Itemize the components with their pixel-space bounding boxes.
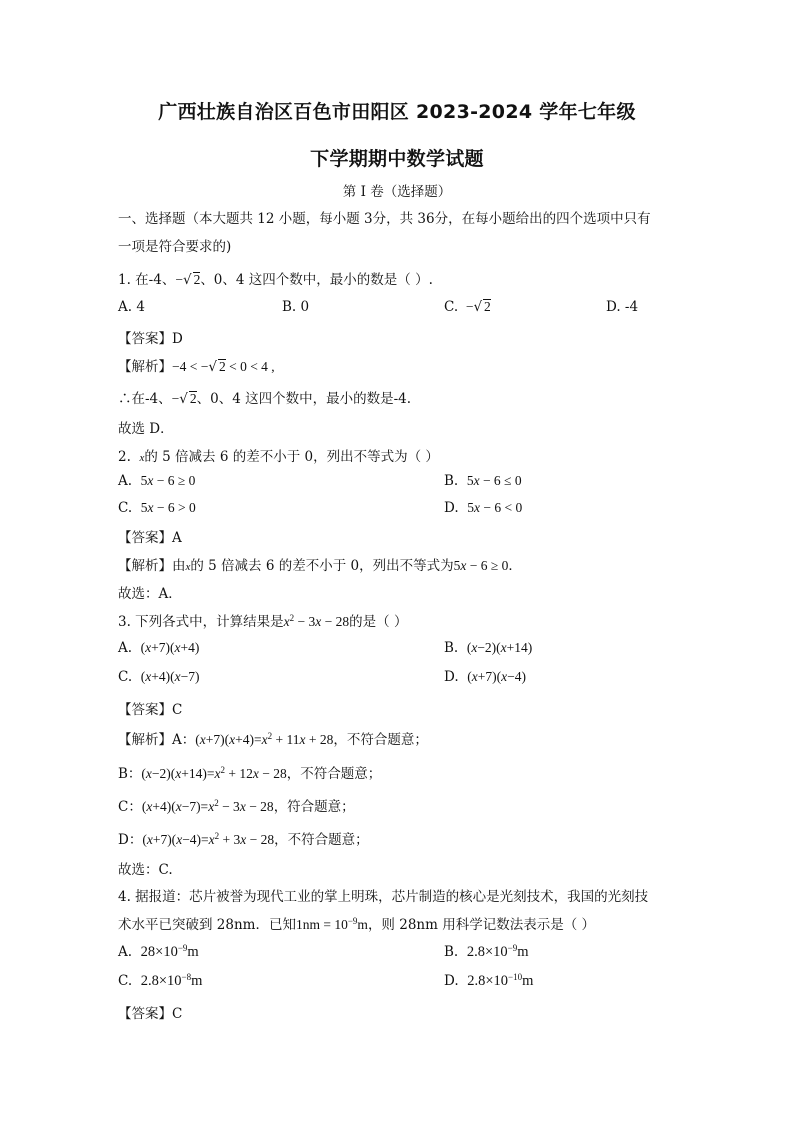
q2-analysis-var-x: x [185,561,191,573]
q1-analysis-label: 【解析】 [118,359,172,375]
q3-option-d: D. (x+7)(x−4) [444,669,526,685]
instructions-line-2: 一项是符合要求的) [118,239,232,255]
q1-conclusion: 故选 D． [118,421,174,437]
q3-analysis-b: B：$(x-2)(x+14)=x^2 + 12x - 28$，不符合题意； [118,765,382,782]
q4-option-d-label: D. [444,973,459,989]
q3-option-c-label: C. [118,669,133,685]
instructions-line-1: 一、选择题（本大题共 12 小题，每小题 3分，共 36分，在每小题给出的四个选项中只有 [118,211,651,227]
q1-analysis-line-2-end: 、0、4 这四个数中，最小的数是-4. [196,391,412,407]
q3-stem-start: 3. 下列各式中，计算结果是 [118,614,284,630]
q3-stem-end: 的是（ ） [349,614,408,630]
q1-option-d: D. -4 [606,299,639,315]
q3-analysis-d-tail: ，不符合题意； [274,832,369,848]
q4-option-b: B. $2.8\times 10^{-9}m$ [444,943,529,960]
q3-analysis-c-tail: ，符合题意； [273,799,355,815]
question-4-stem-line-2 [118,913,595,933]
q3-option-b: B. (x−2)(x+14) [444,640,533,656]
q3-analysis-d-label: D： [118,832,143,848]
q2-option-b-label: B. [444,473,459,489]
q3-option-c: C. (x+4)(x−7) [118,669,200,685]
q2-analysis-middle: 的 5 倍减去 6 的差不小于 0，列出不等式为 [190,558,454,574]
q1-neg-sqrt2-expr: −√ 2 [175,272,201,288]
q3-analysis-b-tail: ，不符合题意； [286,766,382,782]
q1-answer: 【答案】D [118,331,183,347]
q4-option-a-label: A. [118,944,133,960]
q3-analysis-a: 【解析】A：$(x+7)(x+4)=x^2 + 11x + 28$，不符合题意； [118,731,428,748]
q2-option-c: C. 5x − 6 > 0 [118,500,196,516]
q2-option-c-label: C. [118,500,133,516]
q3-conclusion: 故选：C. [118,862,173,878]
q1-option-b: B. 0 [282,299,310,315]
q2-var-x: x [139,452,145,464]
q3-analysis-c: C：$(x+4)(x-7)=x^2 - 3x - 28$，符合题意； [118,798,355,815]
q2-option-d: D. 5x − 6 < 0 [444,500,523,516]
q2-conclusion: 故选：A． [118,586,182,602]
q2-option-b: B. 5x − 6 ≤ 0 [444,473,522,489]
q1-analysis-line-2 [118,387,411,407]
q1-analysis-sqrt: −√ 2 [171,391,197,407]
q3-analysis-label: 【解析】A： [118,732,196,748]
q1-option-a: A. 4 [118,299,145,315]
q3-target-expr: $x^2 - 3x - 28$ [283,613,350,629]
question-4-stem-line-1: 4. 据报道：芯片被誉为现代工业的掌上明珠，芯片制造的核心是光刻技术，我国的光刻技 [118,889,649,905]
q2-analysis-inequality: 5x − 6 ≥ 0 [453,558,509,573]
q3-analysis-a-tail: ，不符合题意； [333,732,428,748]
q4-option-c: C. $2.8\times 10^{-8}m$ [118,972,203,989]
exam-title-line-2: 下学期期中数学试题 [310,148,484,170]
question-1-stem [118,268,433,288]
q1-analysis-line-2-start: ∴在-4、 [118,391,172,407]
q2-stem-text: 的 5 倍减去 6 的差不小于 0，列出不等式为（ ） [144,449,439,465]
q1-stem-end: 、0、4 这四个数中，最小的数是（ ）. [200,272,433,288]
q2-number: 2. [118,449,131,465]
q1-stem-start: 1. 在-4、 [118,272,176,288]
q3-analysis-d: D：$(x+7)(x-4)=x^2 + 3x - 28$，不符合题意； [118,831,369,848]
q1-analysis-line-1 [118,355,275,375]
q1-option-c [444,299,491,315]
q2-option-a-label: A. [118,473,133,489]
q2-analysis-end: ． [508,558,522,574]
q2-analysis-start: 【解析】由 [118,558,186,574]
q3-analysis-b-label: B： [118,766,142,782]
q3-answer: 【答案】C [118,702,183,718]
q4-option-c-label: C. [118,973,133,989]
q1-inequality: −4 < −√ 2 < 0 < 4 , [172,359,275,375]
q4-option-a: A. $28\times 10^{-9}m$ [118,943,199,960]
question-3-stem [118,610,407,630]
q3-analysis-c-label: C： [118,799,142,815]
q4-answer: 【答案】C [118,1006,183,1022]
q2-option-d-label: D. [444,500,459,516]
q2-answer: 【答案】A [118,530,182,546]
q4-option-b-label: B. [444,944,459,960]
q4-stem-line-2-end: ，则 28nm 用科学记数法表示是（ ） [367,917,595,933]
q4-nm-definition: $1nm = 10^{-9}m$ [295,916,368,932]
q1-option-c-expr: −√ 2 [462,299,491,315]
q3-option-b-label: B. [444,640,459,656]
q3-option-d-label: D. [444,669,459,685]
exam-title-line-1: 广西壮族自治区百色市田阳区 2023-2024 学年七年级 [158,101,636,123]
q2-analysis [118,554,522,574]
q3-option-a: A. (x+7)(x+4) [118,640,200,656]
q4-option-d: D. $2.8\times 10^{-10}m$ [444,972,534,989]
q4-stem-line-2-start: 术水平已突破到 28nm．已知 [118,917,296,933]
section-heading: 第 I 卷（选择题） [342,184,452,200]
q2-option-a: A. 5x − 6 ≥ 0 [118,473,196,489]
q1-option-c-label: C. [444,299,459,315]
question-2-stem [118,445,439,465]
q3-option-a-label: A. [118,640,133,656]
